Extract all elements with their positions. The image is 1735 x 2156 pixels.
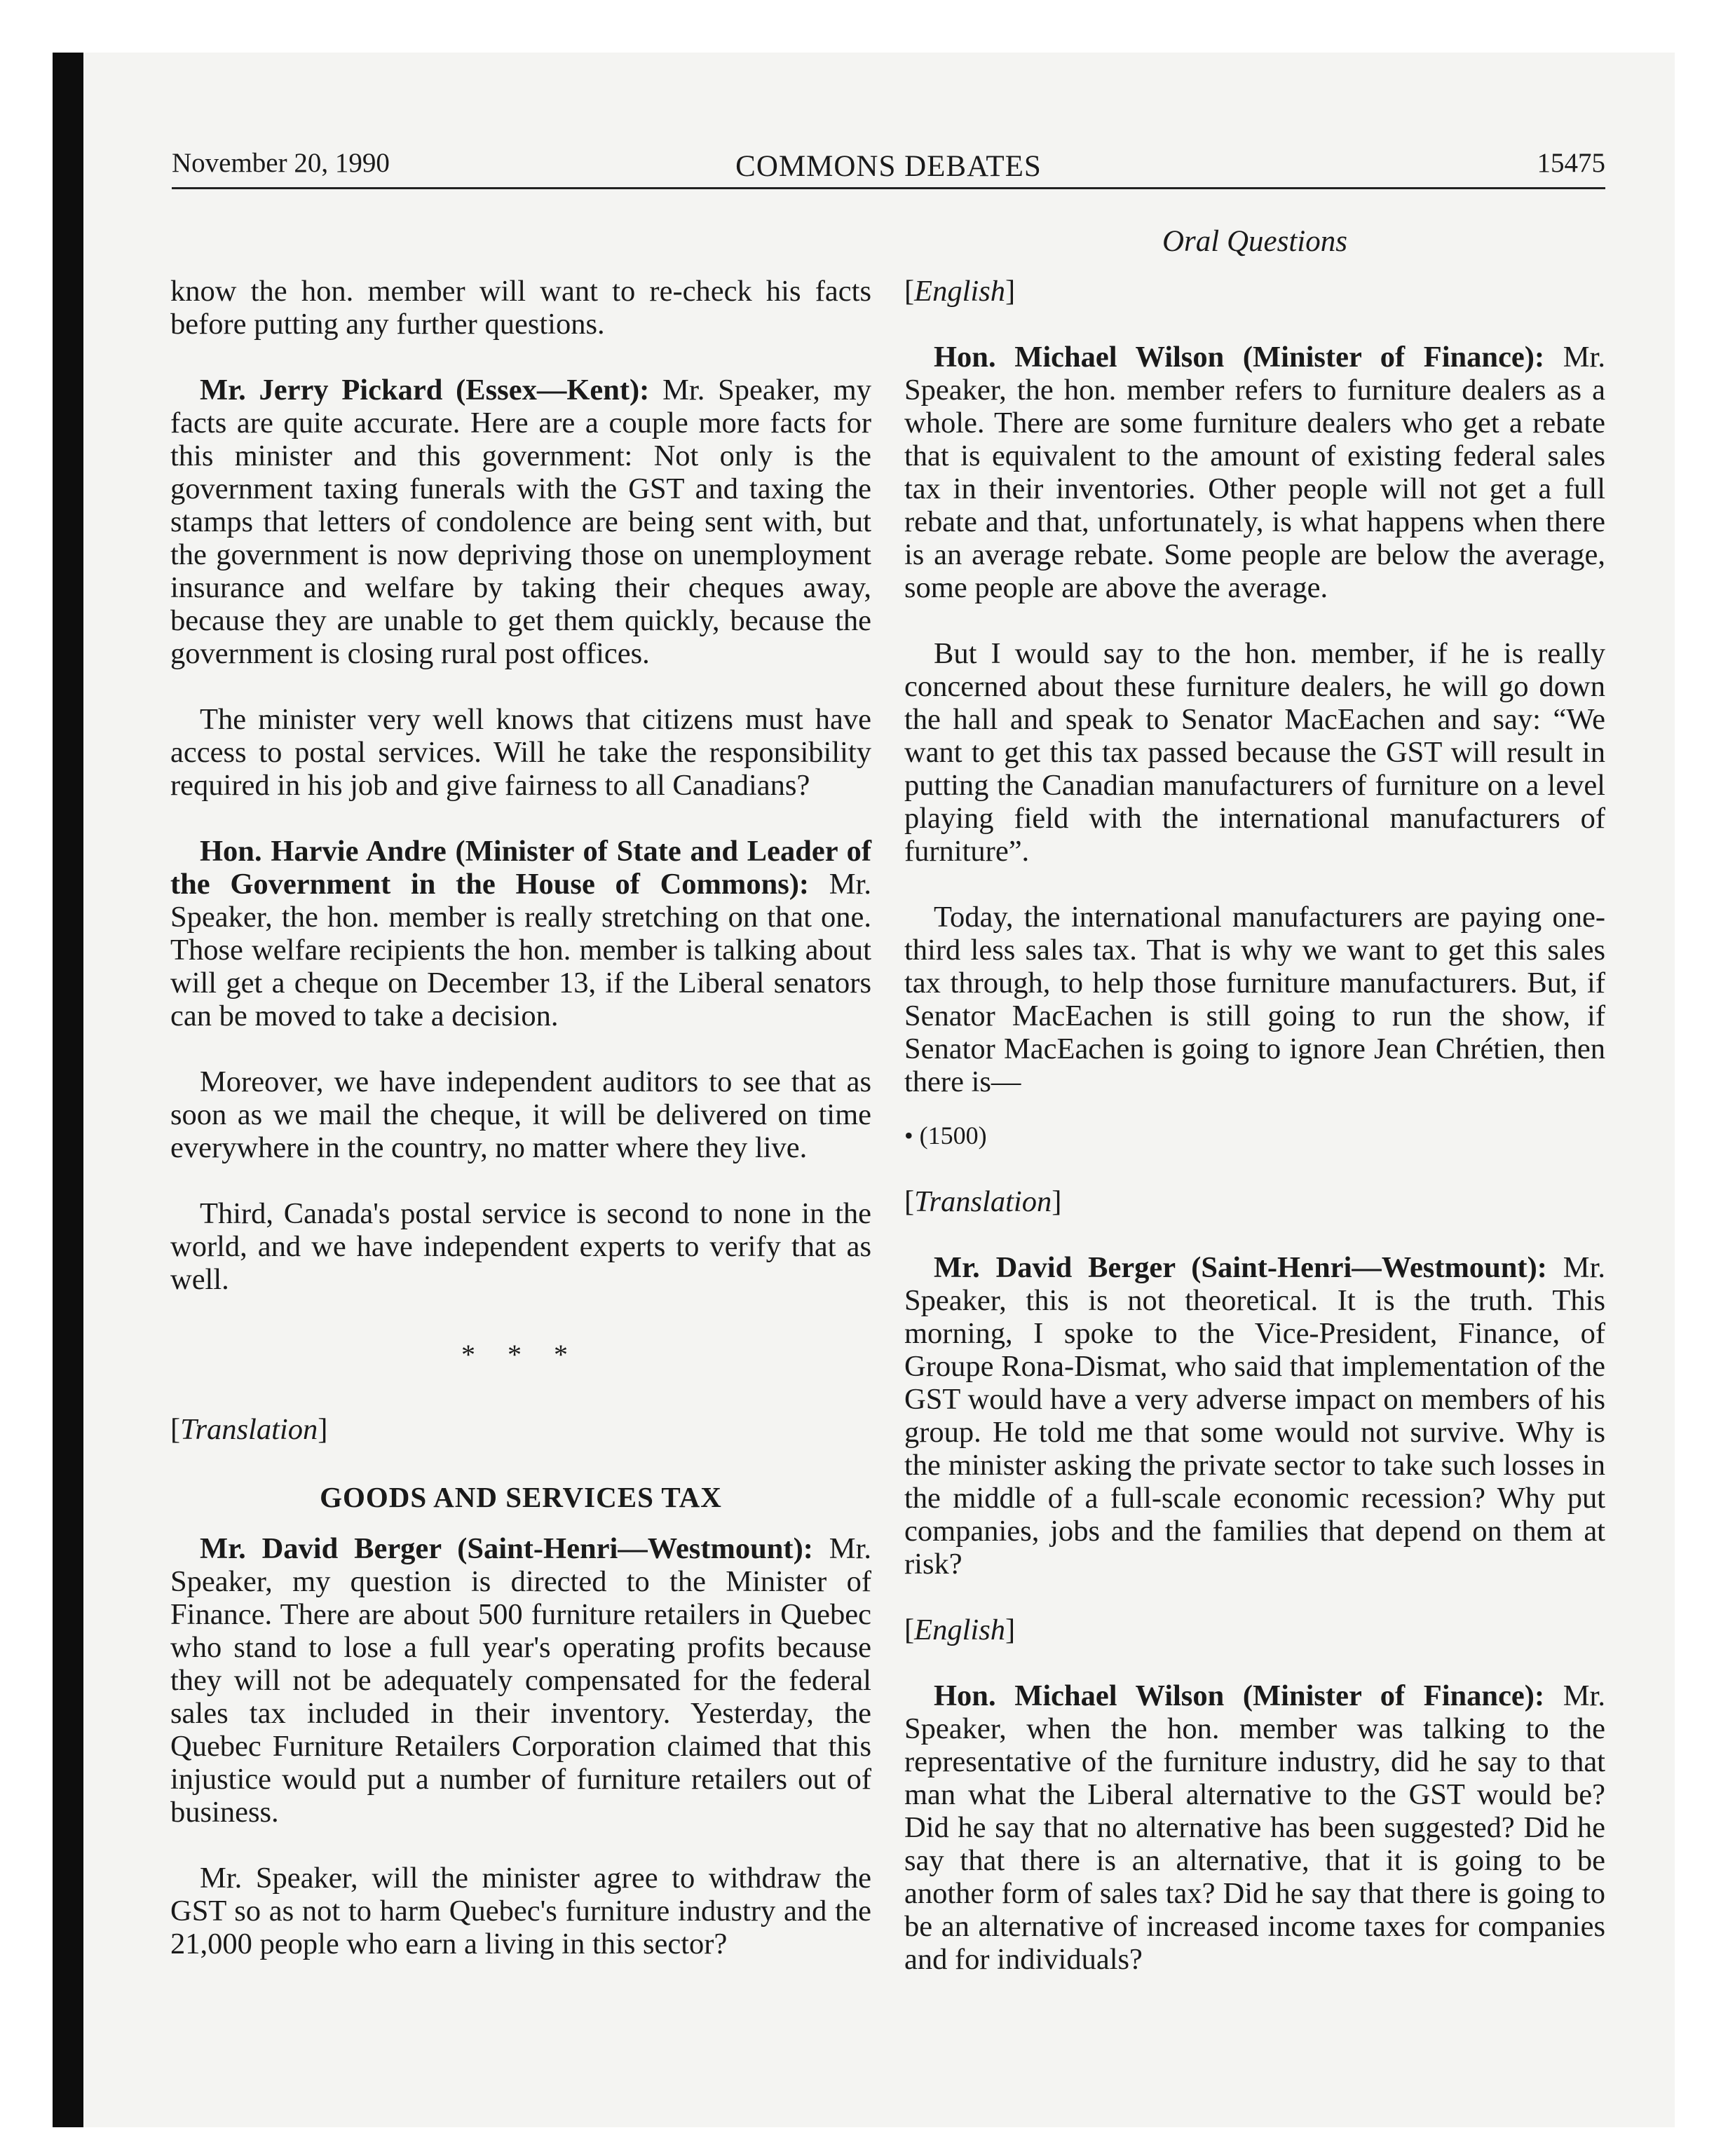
speech-text: Mr. Speaker, my facts are quite accurate. Here are a couple more facts for this minister and this government: Not only is the government taxing funerals with the GST and taxing the stamps that letters of condolence are being sent with, but the government is now depriving those on unemployment insurance and welfare by taking their cheques away, because they are unable to get them quickly, because the government is closing rural post offices. <box>170 374 871 670</box>
speaker-name: Hon. Harvie Andre (Minister of State and Leader of the Government in the House of Commons): <box>170 835 871 901</box>
speech-text: Mr. Speaker, my question is directed to the Minister of Finance. There are about 500 furniture retailers in Quebec who stand to lose a full year's operating profits because they will not be adequately compensated for the federal sales tax included in their inventory. Yesterday, the Quebec Furniture Retailers Corporation claimed that this injustice would put a number of furniture retailers out of business. <box>170 1532 871 1829</box>
left-column <box>170 275 871 1993</box>
language-label: Translation <box>914 1185 1052 1218</box>
section-heading: GOODS AND SERVICES TAX <box>320 1481 722 1513</box>
language-marker: [English] <box>904 1613 1016 1646</box>
paragraph: Moreover, we have independent auditors to see that as soon as we mail the cheque, it will be delivered on time everywhere in the country, no matter where they live. <box>170 1065 871 1164</box>
language-marker: [English] <box>904 275 1016 308</box>
right-column <box>904 275 1605 2009</box>
language-label: English <box>914 1613 1006 1646</box>
paragraph <box>170 1532 871 1829</box>
speech-text: Mr. Speaker, the hon. member is really stretching on that one. Those welfare recipients the hon. member is talking about will get a cheque on December 13, if the Liberal senators can be moved to take a decision. <box>170 868 871 1032</box>
speaker-name: Hon. Michael Wilson (Minister of Finance): <box>934 1679 1545 1712</box>
speaker-name: Hon. Michael Wilson (Minister of Finance): <box>934 341 1545 374</box>
header-date: November 20, 1990 <box>172 148 390 178</box>
paragraph <box>170 374 871 670</box>
paragraph: The minister very well knows that citizens must have access to postal services. Will he take the responsibility required in his job and give fairness to all Canadians? <box>170 703 871 802</box>
paragraph <box>904 341 1605 604</box>
paragraph: Mr. Speaker, will the minister agree to withdraw the GST so as not to harm Quebec's furniture industry and the 21,000 people who earn a living in this sector? <box>170 1862 871 1960</box>
page-header <box>172 144 1605 189</box>
speaker-name: Mr. Jerry Pickard (Essex—Kent): <box>200 374 650 407</box>
timestamp: • (1500) <box>904 1121 987 1149</box>
section-separator: * * * <box>461 1339 580 1370</box>
paragraph: Today, the international manufacturers are paying one-third less sales tax. That is why we want to get this sales tax through, to help those furniture manufacturers. But, if Senator MacEachen is still going to run the show, if Senator MacEachen is going to ignore Jean Chrétien, then there is— <box>904 901 1605 1098</box>
paragraph: know the hon. member will want to re-check his facts before putting any further questions. <box>170 275 871 341</box>
paragraph <box>904 1251 1605 1581</box>
header-title: COMMONS DEBATES <box>735 150 1042 183</box>
speaker-name: Mr. David Berger (Saint-Henri—Westmount): <box>200 1532 813 1565</box>
language-marker: [Translation] <box>170 1413 328 1446</box>
header-page-number: 15475 <box>1537 148 1605 178</box>
section-label: Oral Questions <box>1162 225 1347 258</box>
paragraph <box>170 835 871 1032</box>
language-marker: [Translation] <box>904 1185 1062 1218</box>
paragraph: Third, Canada's postal service is second to none in the world, and we have independent experts to verify that as well. <box>170 1197 871 1296</box>
speech-text: Mr. Speaker, the hon. member refers to furniture dealers as a whole. There are some furniture dealers who get a rebate that is equivalent to the amount of existing federal sales tax in their inventories. Other people will not get a full rebate and that, unfortunately, is what happens when there is an average rebate. Some people are below the average, some people are above the average. <box>904 341 1605 604</box>
scan-edge <box>53 53 83 2127</box>
speech-text: Mr. Speaker, this is not theoretical. It is the truth. This morning, I spoke to the Vice-President, Finance, of Groupe Rona-Dismat, who said that implementation of the GST would have a very adverse impact on members of his group. He told me that some would not survive. Why is the minister asking the private sector to take such losses in the middle of a full-scale economic recession? Why put companies, jobs and the families that depend on them at risk? <box>904 1251 1605 1581</box>
speaker-name: Mr. David Berger (Saint-Henri—Westmount): <box>934 1251 1547 1284</box>
language-label: Translation <box>180 1413 318 1446</box>
speech-text: Mr. Speaker, when the hon. member was talking to the representative of the furniture industry, did he say to that man what the Liberal alternative to the GST would be? Did he say that no alternative has been suggested? Did he say that there is an alternative, that it is going to be another form of sales tax? Did he say that there is going to be an alternative of increased income taxes for companies and for individuals? <box>904 1679 1605 1976</box>
language-label: English <box>914 275 1006 308</box>
paragraph <box>904 1679 1605 1976</box>
paragraph: But I would say to the hon. member, if he is really concerned about these furniture dealers, he will go down the hall and speak to Senator MacEachen and say: “We want to get this tax passed because the GST will result in putting the Canadian manufacturers of furniture on a level playing field with the international manufacturers of furniture”. <box>904 637 1605 868</box>
